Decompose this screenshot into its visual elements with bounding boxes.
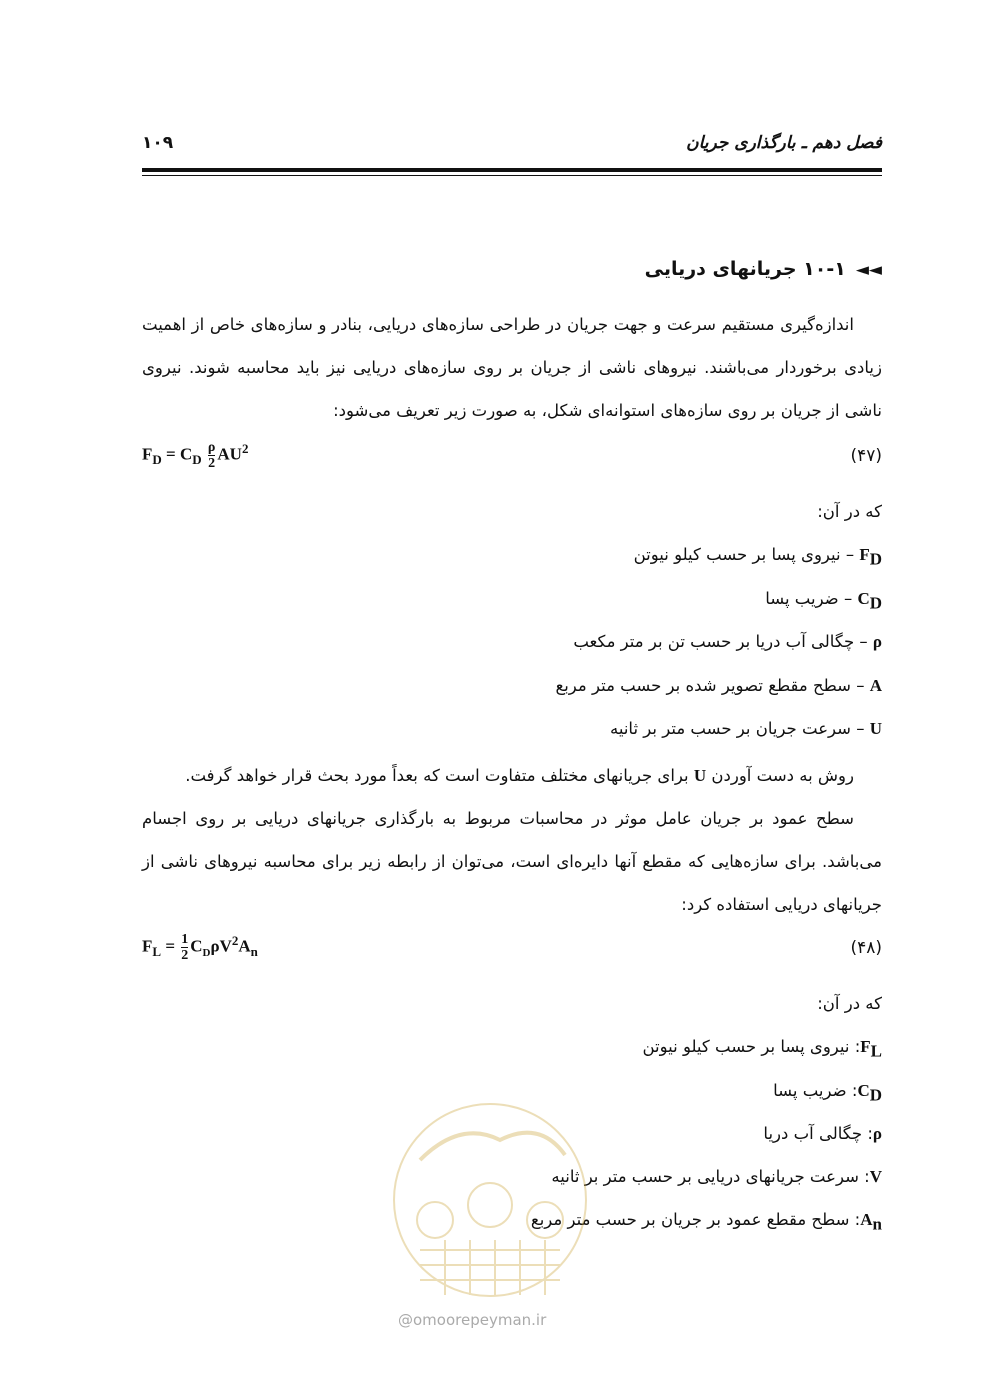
drag-force-formula: $F_D = C_D$ $\frac{\rho}{2}$ $AU^2$: [142, 440, 249, 471]
lift-force-formula: $F_L$ = $\frac{1}{2}$ $C_D\rho V^2A_n$: [142, 932, 258, 963]
equation-47: [142, 440, 882, 480]
definition-item: $A_n$: سطح مقطع عمود بر جریان بر حسب متر مربع: [530, 1210, 882, 1234]
intro-text: اندازه‌گیری مستقیم سرعت و جهت جریان در طراحی سازه‌های دریایی، بنادر و سازه‌های خاص از اهمیت زیادی برخوردار می‌باشند. نیروهای ناشی از جریان بر روی سازه‌های دریایی نیز باید محاسبه شوند. نیروی ناشی از جریان بر روی سازه‌های استوانه‌ای شکل، به صورت زیر تعریف می‌شود:: [142, 315, 882, 420]
watermark-url: @omoorepeyman.ir: [398, 1311, 547, 1329]
header-rule-thin: [142, 175, 882, 176]
equation-number: (۴۷): [850, 446, 882, 466]
watermark-logo: [390, 1100, 590, 1300]
definition-item: $F_D$ – نیروی پسا بر حسب کیلو نیوتن: [633, 545, 882, 569]
header-rule-thick: [142, 168, 882, 172]
definition-item: ρ – چگالی آب دریا بر حسب تن بر متر مکعب: [573, 632, 882, 651]
fraction: $\frac{1}{2}$: [181, 932, 189, 963]
second-paragraph: سطح عمود بر جریان عامل موثر در محاسبات مربوط به بارگذاری جریانهای دریایی بر روی اجسام می‌باشد. برای سازه‌هایی که مقطع آنها دایره‌ای است، می‌توان از رابطه زیر برای محاسبه نیروهای ناشی از جریانهای دریایی استفاده کرد:: [142, 809, 882, 914]
definition-item: U – سرعت جریان بر حسب متر بر ثانیه: [610, 719, 882, 738]
double-arrow-icon: ◄◄: [855, 260, 882, 280]
section-heading: [645, 258, 882, 280]
equation-number: (۴۸): [850, 938, 882, 958]
definition-item: $C_D$: ضریب پسا: [773, 1081, 882, 1105]
intro-paragraph: [142, 303, 882, 432]
equation-48: [142, 932, 882, 972]
section-title: ۱۰-۱ جریانهای دریایی: [644, 258, 846, 280]
method-paragraph: روش به دست آوردن U برای جریانهای مختلف متفاوت است که بعداً مورد بحث قرار خواهد گرفت.: [185, 766, 854, 785]
definition-item: $F_L$: نیروی پسا بر حسب کیلو نیوتن: [642, 1037, 882, 1061]
definition-item: A – سطح مقطع تصویر شده بر حسب متر مربع: [555, 676, 882, 695]
where-label: که در آن:: [817, 502, 882, 521]
page-number: ۱۰۹: [142, 133, 174, 153]
where-label: که در آن:: [817, 994, 882, 1013]
definition-item: V: سرعت جریانهای دریایی بر حسب متر بر ثانیه: [551, 1167, 882, 1186]
chapter-title: فصل دهم ـ بارگذاری جریان: [686, 133, 882, 153]
definition-item: ρ: چگالی آب دریا: [763, 1124, 882, 1143]
fraction: $\frac{\rho}{2}$: [207, 440, 216, 471]
definition-item: $C_D$ – ضریب پسا: [765, 589, 882, 613]
